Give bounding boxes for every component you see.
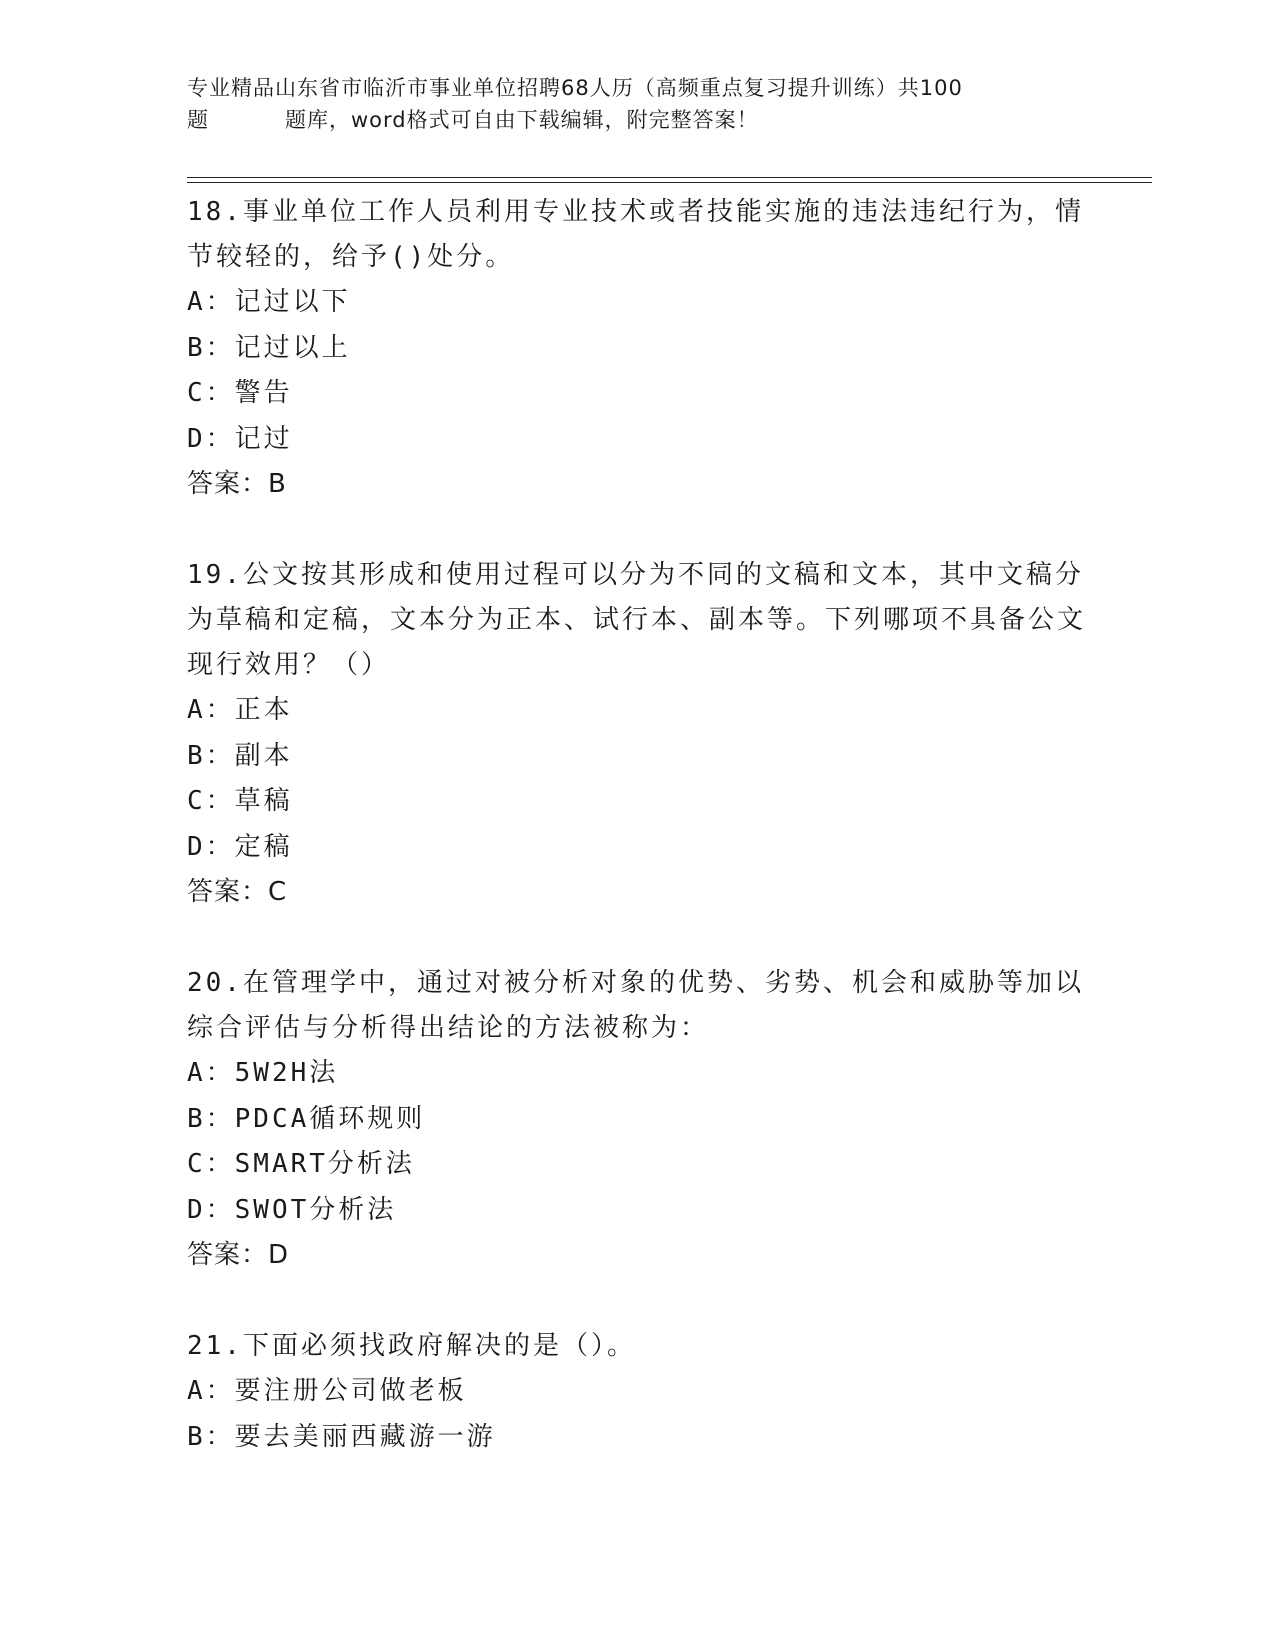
answer-key: 答案：D	[187, 1240, 290, 1270]
answer-option	[187, 825, 1087, 871]
option-text: 要去美丽西藏游一游	[234, 1421, 496, 1452]
option-letter: A：	[187, 287, 235, 317]
header-divider-top	[187, 177, 1152, 178]
answer-option	[187, 1051, 1087, 1097]
option-letter: D：	[187, 831, 235, 862]
option-letter: C：	[187, 1149, 235, 1179]
question-text: 18.事业单位工作人员利用专业技术或者技能实施的违法违纪行为，情节较轻的，给予()处分。	[187, 197, 1084, 272]
option-text: 记过	[234, 423, 293, 454]
header-divider-bottom	[187, 182, 1152, 183]
header-line-2-prefix: 题	[187, 108, 209, 132]
option-text: 5W2H法	[234, 1058, 339, 1088]
answer-key: 答案：C	[187, 877, 288, 907]
option-text: 警告	[234, 378, 293, 408]
answer-option	[187, 1369, 1087, 1415]
answer-option	[187, 280, 1087, 326]
answer-option	[187, 734, 1087, 780]
option-letter: C：	[187, 378, 235, 408]
option-text: 记过以上	[234, 332, 351, 363]
option-letter: A：	[187, 1376, 235, 1406]
option-text: 草稿	[234, 786, 293, 816]
option-letter: B：	[187, 332, 235, 363]
option-letter: A：	[187, 695, 235, 725]
option-text: SWOT分析法	[234, 1194, 397, 1225]
answer-option	[187, 1415, 1087, 1461]
option-text: PDCA循环规则	[234, 1103, 426, 1134]
answer-option	[187, 371, 1087, 417]
answer-option	[187, 1188, 1087, 1234]
question-text: 21.下面必须找政府解决的是（）。	[187, 1331, 636, 1361]
answer-option	[187, 1142, 1087, 1188]
option-text: 副本	[234, 740, 293, 771]
answer-option	[187, 779, 1087, 825]
option-text: 记过以下	[234, 287, 351, 317]
option-text: 定稿	[234, 831, 293, 862]
option-letter: D：	[187, 423, 235, 454]
option-text: 正本	[234, 695, 293, 725]
option-letter: C：	[187, 786, 235, 816]
option-text: 要注册公司做老板	[234, 1376, 467, 1406]
option-letter: D：	[187, 1194, 235, 1225]
question-text: 20.在管理学中，通过对被分析对象的优势、劣势、机会和威胁等加以综合评估与分析得出结论的方法被称为：	[187, 968, 1084, 1043]
page-header	[187, 72, 1067, 136]
answer-option	[187, 688, 1087, 734]
question-item	[187, 551, 1087, 915]
question-item	[187, 188, 1087, 507]
option-letter: B：	[187, 740, 235, 771]
option-text: SMART分析法	[234, 1149, 415, 1179]
answer-key: 答案：B	[187, 469, 287, 499]
header-line-2-text: 题库，word格式可自由下载编辑，附完整答案！	[285, 108, 759, 132]
option-letter: B：	[187, 1421, 235, 1452]
question-item	[187, 959, 1087, 1278]
question-text: 19.公文按其形成和使用过程可以分为不同的文稿和文本，其中文稿分为草稿和定稿，文本分为正本、试行本、副本等。下列哪项不具备公文现行效用？（）	[187, 560, 1087, 680]
header-line-1: 专业精品山东省市临沂市事业单位招聘68人历（高频重点复习提升训练）共100	[187, 76, 963, 100]
answer-option	[187, 417, 1087, 463]
question-item	[187, 1322, 1087, 1460]
option-letter: A：	[187, 1058, 235, 1088]
answer-option	[187, 326, 1087, 372]
header-line-2	[187, 104, 1067, 136]
answer-option	[187, 1097, 1087, 1143]
question-list	[187, 188, 1087, 1504]
option-letter: B：	[187, 1103, 235, 1134]
